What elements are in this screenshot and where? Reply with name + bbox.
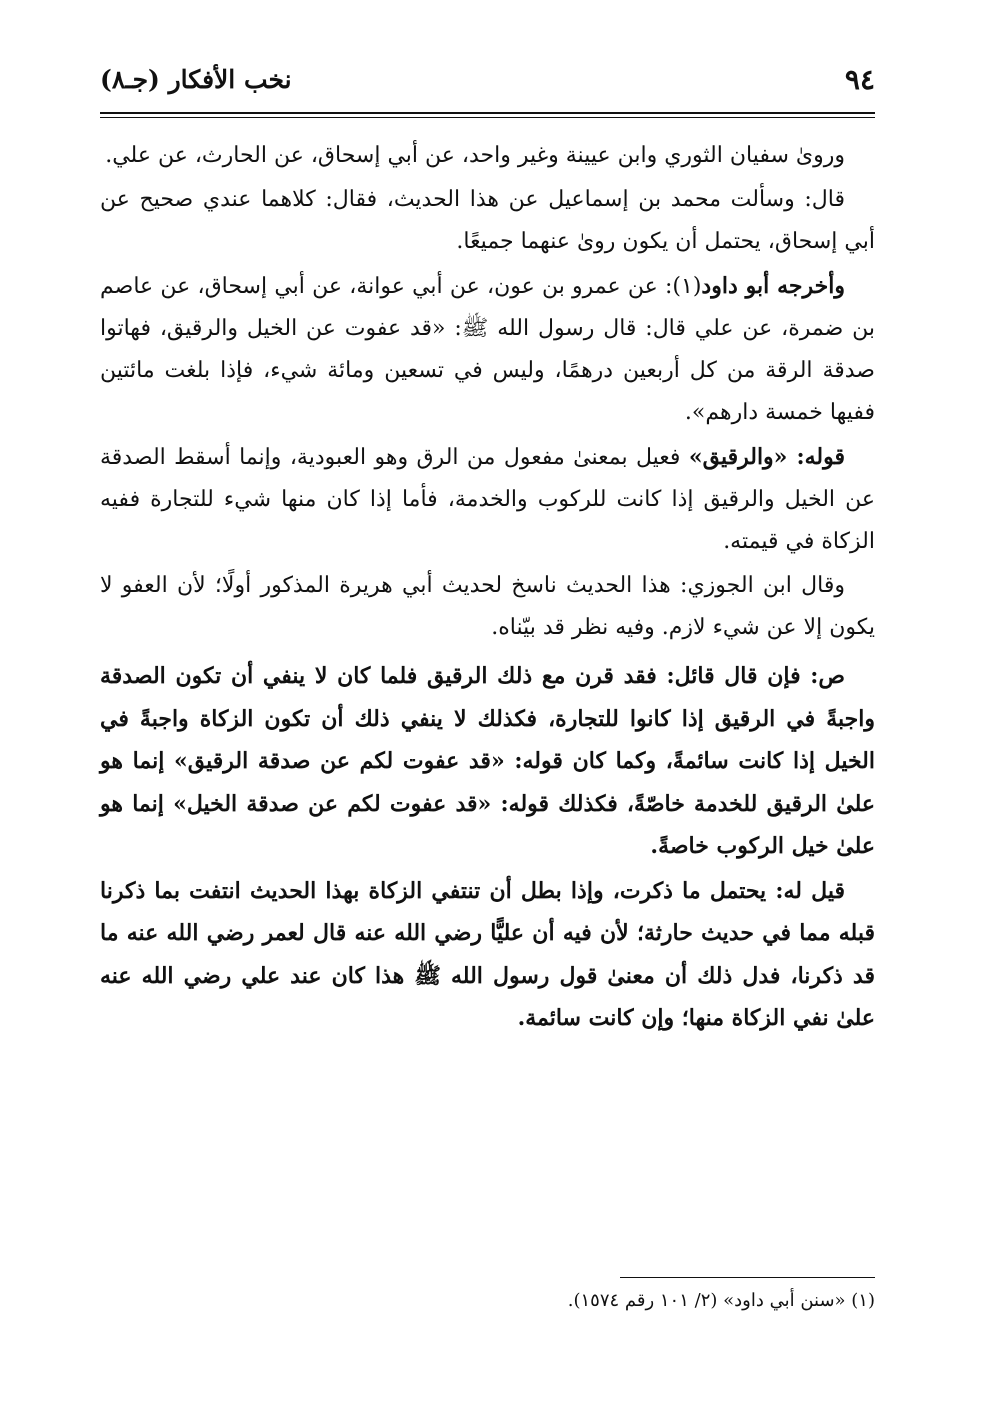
paragraph-4 [100,436,875,563]
paragraph-2 [100,179,875,263]
paragraph-text: وقال ابن الجوزي: هذا الحديث ناسخ لحديث أبي هريرة المذكور أولًا؛ لأن العفو لا يكون إلا عن شيء لازم. وفيه نظر قد بيّناه. [100,573,875,640]
paragraph-text: ص: فإن قال قائل: فقد قرن مع ذلك الرقيق فلما كان لا ينفي أن تكون الصدقة واجبةً في الرقيق إذا كانوا للتجارة، فكذلك لا ينفي ذلك أن تكون الزكاة واجبةً في الخيل إذا كانت سائمةً، وكما كان قوله: «قد عفوت لكم عن صدقة الرقيق» إنما هو علىٰ الرقيق للخدمة خاصّةً، فكذلك قوله: «قد عفوت لكم عن صدقة الخيل» إنما هو علىٰ خيل الركوب خاصةً. [100,663,875,859]
bold-paragraph-1 [100,655,875,868]
paragraph-text: قيل له: يحتمل ما ذكرت، وإذا بطل أن تنتفي الزكاة بهذا الحديث انتفت بما ذكرنا قبله مما في حديث حارثة؛ لأن فيه أن عليًّا رضي الله عنه قال لعمر رضي الله عنه ما قد ذكرنا، فدل ذلك أن معنىٰ قول رسول الله ﷺ هذا كان عند علي رضي الله عنه علىٰ نفي الزكاة منها؛ وإن كانت سائمة. [100,877,875,1031]
paragraph-5 [100,565,875,649]
paragraph-text: قال: وسألت محمد بن إسماعيل عن هذا الحديث، فقال: كلاهما عندي صحيح عن أبي إسحاق، يحتمل أن يكون روىٰ عنهما جميعًا. [100,187,875,254]
main-text [100,135,875,1042]
page-header [100,62,875,110]
paragraph-3 [100,265,875,434]
footnote-text: (١) «سنن أبي داود» (٢/ ١٠١ رقم ١٥٧٤). [567,1290,875,1311]
footnote-divider [620,1277,875,1278]
paragraph-1 [100,135,875,177]
header-divider [100,112,875,118]
paragraph-text: (١): عن عمرو بن عون، عن أبي عوانة، عن أبي إسحاق، عن عاصم بن ضمرة، عن علي قال: قال رسول الله ﷺ: «قد عفوت عن الخيل والرقيق، فهاتوا صدقة الرقة من كل أربعين درهمًا، وليس في تسعين ومائة شيء، فإذا بلغت مائتين ففيها خمسة دارهم». [100,274,875,425]
paragraph-text: وروىٰ سفيان الثوري وابن عيينة وغير واحد، عن أبي إسحاق، عن الحارث، عن علي. [105,143,845,168]
book-title: نخب الأفكار (جـ٨) [100,65,292,94]
paragraph-text: فعيل بمعنىٰ مفعول من الرق وهو العبودية، وإنما أسقط الصدقة عن الخيل والرقيق إذا كانت للركوب والخدمة، فأما إذا كان منها شيء للتجارة ففيه الزكاة في قيمته. [100,445,875,554]
bold-paragraph-2 [100,870,875,1040]
paragraph-lead: قوله: «والرقيق» [688,444,846,470]
page-number: ٩٤ [844,63,875,96]
footnote [100,1287,875,1315]
paragraph-lead: وأخرجه أبو داود [701,273,845,299]
